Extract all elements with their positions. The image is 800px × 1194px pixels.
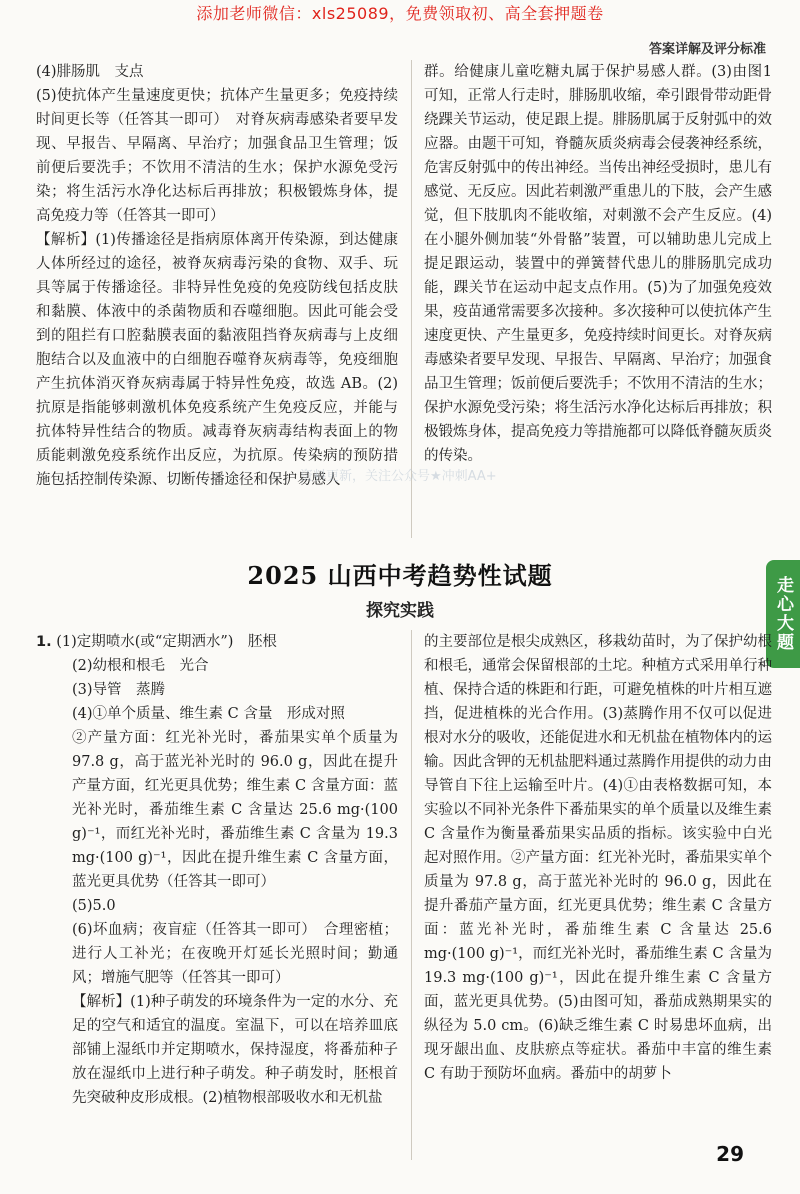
analysis-paragraph: 的主要部位是根尖成熟区，移栽幼苗时，为了保护幼根和根毛，通常会保留根部的土坨。种植方式采用单行种植、保持合适的株距和行距，可避免植株的叶片相互遮挡，促进植株的光合作用。(3)蒸腾作用不仅可以促进根对水分的吸收，还能促进水和无机盐在植物体内的运输。因此含钾的无机盐肥料通过蒸腾作用提供的动力由导管自下往上运输至叶片。(4)①由表格数据可知，本实验以不同补光条件下番茄果实的单个质量以及维生素 C 含量作为衡量番茄果实品质的指标。该实验中白光起对照作用。②产量方面：红光补光时，番茄果实单个质量为 97.8 g，高于蓝光补光时的 96.0 g，因此在提升番茄产量方面，红光更具优势；维生素 C 含量方面：蓝光补光时，番茄维生素 C 含量达 25.6 mg·(100 g)⁻¹，而红光补光时，番茄维生素 C 含量为 19.3 mg·(100 g)⁻¹，因此在提升维生素 C 含量方面，蓝光更具优势。(5)由图可知，番茄成熟期果实的纵径为 5.0 cm。(6)缺乏维生素 C 时易患坏血病，出现牙龈出血、皮肤瘀点等症状。番茄中丰富的维生素 C 有助于预防坏血病。番茄中的胡萝卜 <box>424 634 772 1082</box>
side-tab: 走心大题 <box>766 560 800 668</box>
right-column-bottom <box>424 630 772 1086</box>
answer-line: (4)①单个质量、维生素 C 含量 形成对照 <box>72 706 345 722</box>
question-number: 1. <box>36 634 52 650</box>
analysis-paragraph: 【解析】(1)传播途径是指病原体离开传染源，到达健康人体所经过的途径，被脊灰病毒污染的食物、双手、玩具等属于传播途径。非特异性免疫的免疫防线包括皮肤和黏膜、体液中的杀菌物质和吞噬细胞。因此可能会受到的阻拦有口腔黏膜表面的黏液阻挡脊灰病毒与上皮细胞结合以及血液中的白细胞吞噬脊灰病毒等，免疫细胞产生抗体消灭脊灰病毒属于特异性免疫，故选 AB。(2)抗原是指能够刺激机体免疫系统产生免疫反应，并能与抗体特异性结合的物质。减毒脊灰病毒结构表面上的物质能刺激免疫系统作出反应，为抗原。传染病的预防措施包括控制传染源、切断传播途径和保护易感人 <box>36 232 398 488</box>
answer-line: (2)幼根和根毛 光合 <box>72 658 209 674</box>
analysis-paragraph: 【解析】(1)种子萌发的环境条件为一定的水分、充足的空气和适宜的温度。室温下，可以在培养皿底部铺上湿纸巾并定期喷水，保持湿度，将番茄种子放在湿纸巾上进行种子萌发。种子萌发时，胚根首先突破种皮形成根。(2)植物根部吸收水和无机盐 <box>72 994 398 1106</box>
section-title: 2025 山西中考趋势性试题 <box>247 561 553 590</box>
answer-line: (6)坏血病；夜盲症（任答其一即可） 合理密植；进行人工补光；在夜晚开灯延长光照时间；勤通风；增施气肥等（任答其一即可） <box>72 922 398 986</box>
answer-line: ②产量方面：红光补光时，番茄果实单个质量为 97.8 g，高于蓝光补光时的 96.0 g，因此在提升产量方面，红光更具优势；维生素 C 含量方面：蓝光补光时，番茄维生素 C 含量达 25.6 mg·(100 g)⁻¹，而红光补光时，番茄维生素 C 含量为 19.3 mg·(100 g)⁻¹，因此在提升维生素 C 含量方面，蓝光更具优势（任答其一即可） <box>72 730 398 890</box>
right-column-top <box>424 60 772 468</box>
page-number: 29 <box>716 1142 744 1166</box>
watermark: 资料更新，关注公众号★冲刺AA+ <box>300 469 497 484</box>
answer-line: (5)5.0 <box>72 898 116 914</box>
promo-banner: 添加老师微信：xls25089，免费领取初、高全套押题卷 <box>196 4 604 23</box>
answer-line: (5)使抗体产生量速度更快；抗体产生量更多；免疫持续时间更长等（任答其一即可） 对脊灰病毒感染者要早发现、早报告、早隔离、早治疗；加强食品卫生管理；饭前便后要洗手；不饮用不清洁的生水；保护水源免受污染；将生活污水净化达标后再排放；积极锻炼身体，提高免疫力等（任答其一即可） <box>36 88 398 224</box>
left-column-top <box>36 60 398 492</box>
left-column-bottom <box>36 630 398 1110</box>
analysis-paragraph: 群。给健康儿童吃糖丸属于保护易感人群。(3)由图1可知，正常人行走时，腓肠肌收缩，牵引跟骨带动距骨绕踝关节运动，使足跟上提。腓肠肌属于反射弧中的效应器。由题干可知，脊髓灰质炎病毒会侵袭神经系统，危害反射弧中的传出神经。当传出神经受损时，患儿有感觉、无反应。因此若刺激严重患儿的下肢，会产生感觉，但下肢肌肉不能收缩，对刺激不会产生反应。(4)在小腿外侧加装“外骨骼”装置，可以辅助患儿完成上提足跟运动，装置中的弹簧替代患儿的腓肠肌完成功能，踝关节在运动中起支点作用。(5)为了加强免疫效果，疫苗通常需要多次接种。多次接种可以使抗体产生速度更快、产生量更多，免疫持续时间更长。对脊灰病毒感染者要早发现、早报告、早隔离、早治疗；加强食品卫生管理；饭前便后要洗手；不饮用不清洁的生水；保护水源免受污染；将生活污水净化达标后再排放；积极锻炼身体，提高免疫力等措施都可以降低脊髓灰质炎的传染。 <box>424 64 772 464</box>
answer-line: (4)腓肠肌 支点 <box>36 64 144 80</box>
column-divider <box>411 630 412 1160</box>
section-subtitle: 探究实践 <box>366 601 434 621</box>
page-header: 答案详解及评分标准 <box>648 42 766 57</box>
answer-line: (3)导管 蒸腾 <box>72 682 166 698</box>
answer-line <box>36 630 398 654</box>
answer-text: (1)定期喷水(或“定期洒水”) 胚根 <box>56 634 277 650</box>
